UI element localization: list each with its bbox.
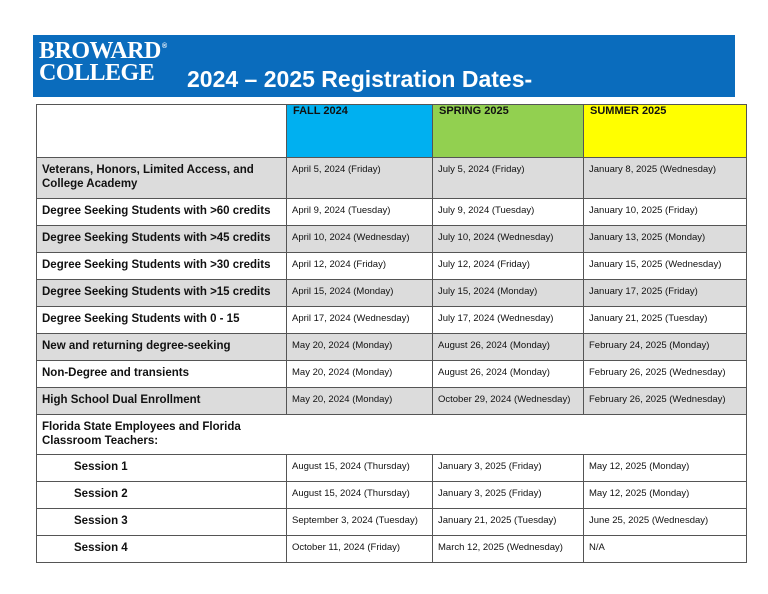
- summer-date: January 17, 2025 (Friday): [584, 280, 747, 307]
- table-header-row: [37, 105, 747, 158]
- row-label: Session 1: [37, 455, 287, 482]
- summer-date: May 12, 2025 (Monday): [584, 455, 747, 482]
- page-title: 2024 – 2025 Registration Dates-: [187, 66, 533, 92]
- fall-date: April 12, 2024 (Friday): [287, 253, 433, 280]
- row-label: Degree Seeking Students with >15 credits: [37, 280, 287, 307]
- logo-trademark: ®: [162, 43, 167, 50]
- row-label: Degree Seeking Students with 0 - 15: [37, 307, 287, 334]
- row-label: Session 4: [37, 536, 287, 563]
- spring-date: January 3, 2025 (Friday): [433, 455, 584, 482]
- row-label: Degree Seeking Students with >45 credits: [37, 226, 287, 253]
- section-heading-label: Florida State Employees and Florida Classroom Teachers:: [37, 415, 287, 455]
- row-label: Veterans, Honors, Limited Access, and College Academy: [37, 158, 287, 199]
- spring-date: July 17, 2024 (Wednesday): [433, 307, 584, 334]
- fall-date: May 20, 2024 (Monday): [287, 361, 433, 388]
- table-row: [37, 388, 747, 415]
- table-row: [37, 226, 747, 253]
- table-row: [37, 455, 747, 482]
- row-label: Degree Seeking Students with >60 credits: [37, 199, 287, 226]
- row-label: Session 3: [37, 509, 287, 536]
- spring-date: October 29, 2024 (Wednesday): [433, 388, 584, 415]
- spring-date: January 3, 2025 (Friday): [433, 482, 584, 509]
- summer-date: May 12, 2025 (Monday): [584, 482, 747, 509]
- registration-dates-table: [36, 104, 747, 563]
- header-cell-spring: SPRING 2025: [433, 105, 584, 158]
- spring-date: August 26, 2024 (Monday): [433, 361, 584, 388]
- row-label: Session 2: [37, 482, 287, 509]
- spring-date: July 9, 2024 (Tuesday): [433, 199, 584, 226]
- fall-date: October 11, 2024 (Friday): [287, 536, 433, 563]
- broward-college-logo: [39, 38, 167, 86]
- fall-date: May 20, 2024 (Monday): [287, 388, 433, 415]
- header-cell-blank: [37, 105, 287, 158]
- summer-date: February 26, 2025 (Wednesday): [584, 388, 747, 415]
- table-row: [37, 307, 747, 334]
- header-cell-fall: FALL 2024: [287, 105, 433, 158]
- summer-date: February 26, 2025 (Wednesday): [584, 361, 747, 388]
- logo-line2: COLLEGE: [39, 60, 155, 86]
- table-row: [37, 199, 747, 226]
- spring-date: August 26, 2024 (Monday): [433, 334, 584, 361]
- fall-date: April 5, 2024 (Friday): [287, 158, 433, 199]
- summer-date: January 13, 2025 (Monday): [584, 226, 747, 253]
- fall-date: September 3, 2024 (Tuesday): [287, 509, 433, 536]
- table-row: [37, 280, 747, 307]
- fall-date: August 15, 2024 (Thursday): [287, 482, 433, 509]
- header-banner: [33, 35, 735, 97]
- spring-date: July 10, 2024 (Wednesday): [433, 226, 584, 253]
- fall-date: August 15, 2024 (Thursday): [287, 455, 433, 482]
- table-row: [37, 253, 747, 280]
- section-heading-empty: [287, 415, 747, 455]
- spring-date: July 12, 2024 (Friday): [433, 253, 584, 280]
- summer-date: February 24, 2025 (Monday): [584, 334, 747, 361]
- fall-date: May 20, 2024 (Monday): [287, 334, 433, 361]
- table-row: [37, 361, 747, 388]
- header-cell-summer: SUMMER 2025: [584, 105, 747, 158]
- summer-date: January 10, 2025 (Friday): [584, 199, 747, 226]
- summer-date: January 8, 2025 (Wednesday): [584, 158, 747, 199]
- summer-date: June 25, 2025 (Wednesday): [584, 509, 747, 536]
- table-row: [37, 509, 747, 536]
- spring-date: July 5, 2024 (Friday): [433, 158, 584, 199]
- fall-date: April 17, 2024 (Wednesday): [287, 307, 433, 334]
- summer-date: N/A: [584, 536, 747, 563]
- row-label: Non-Degree and transients: [37, 361, 287, 388]
- row-label: High School Dual Enrollment: [37, 388, 287, 415]
- summer-date: January 15, 2025 (Wednesday): [584, 253, 747, 280]
- spring-date: January 21, 2025 (Tuesday): [433, 509, 584, 536]
- logo-line1: BROWARD: [39, 38, 161, 64]
- row-label: Degree Seeking Students with >30 credits: [37, 253, 287, 280]
- table-row: [37, 158, 747, 199]
- table-row: [37, 482, 747, 509]
- table-row: [37, 536, 747, 563]
- table-row: [37, 334, 747, 361]
- fall-date: April 9, 2024 (Tuesday): [287, 199, 433, 226]
- fall-date: April 15, 2024 (Monday): [287, 280, 433, 307]
- fall-date: April 10, 2024 (Wednesday): [287, 226, 433, 253]
- table-row-section-heading: [37, 415, 747, 455]
- spring-date: March 12, 2025 (Wednesday): [433, 536, 584, 563]
- row-label: New and returning degree-seeking: [37, 334, 287, 361]
- summer-date: January 21, 2025 (Tuesday): [584, 307, 747, 334]
- spring-date: July 15, 2024 (Monday): [433, 280, 584, 307]
